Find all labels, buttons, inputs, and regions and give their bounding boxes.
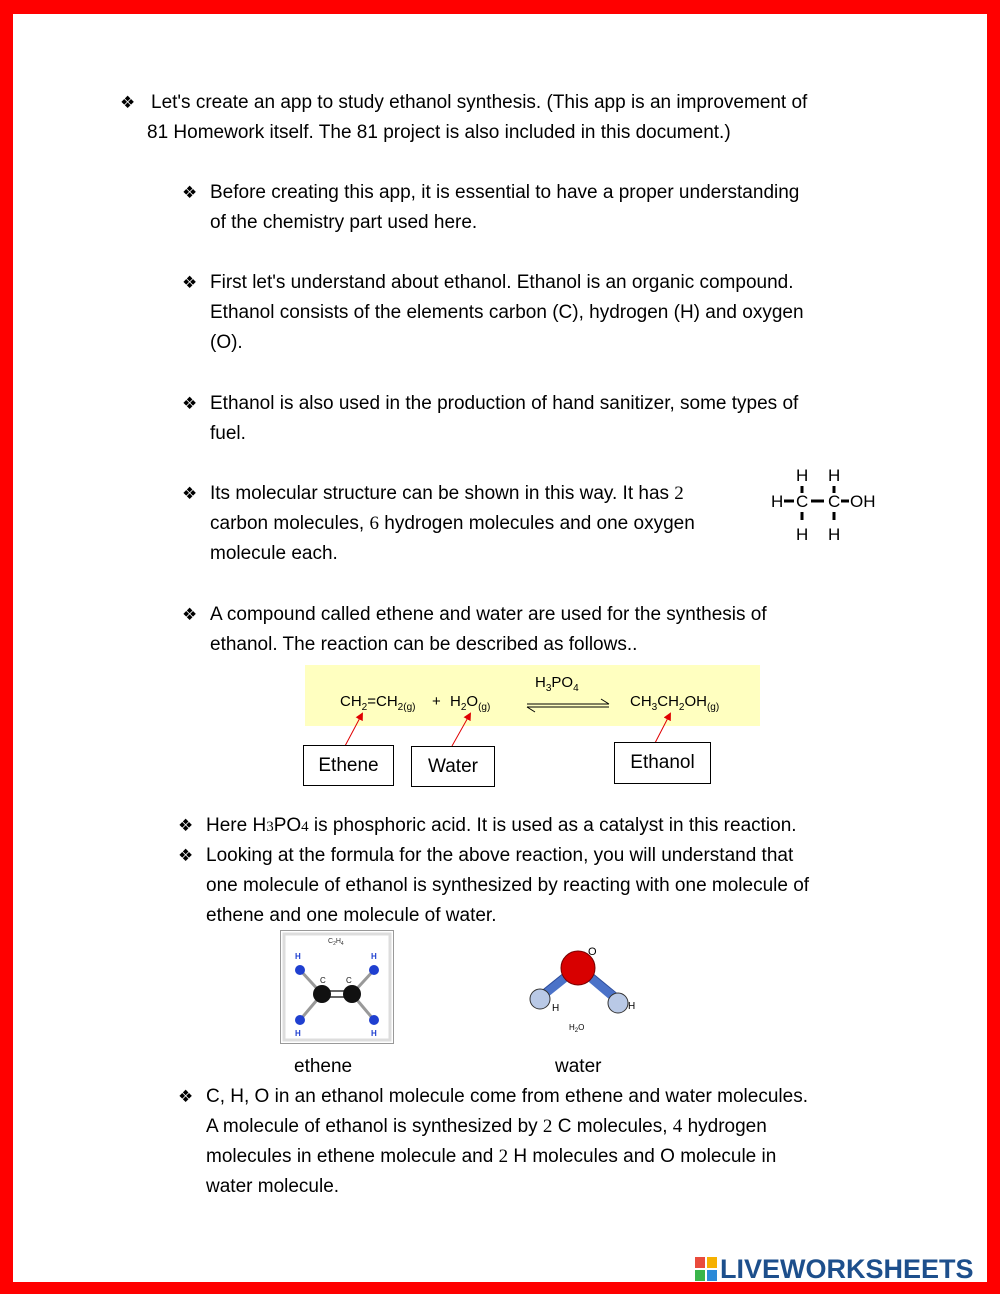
- bullet-6-line-2: ethanol. The reaction can be described as follows..: [210, 634, 638, 655]
- bullet-3-line-1: First let's understand about ethanol. Ethanol is an organic compound.: [210, 272, 794, 293]
- svg-text:H: H: [371, 1029, 377, 1038]
- svg-text:C: C: [828, 492, 841, 511]
- bullet-8-line-1: Looking at the formula for the above reaction, you will understand that: [206, 845, 794, 866]
- svg-text:C: C: [320, 976, 326, 985]
- ethanol-structure: [765, 462, 885, 546]
- svg-text:C: C: [796, 492, 809, 511]
- bullet-icon: ❖: [178, 846, 194, 866]
- bullet-2-line-1: Before creating this app, it is essential to have a proper understanding: [210, 182, 800, 203]
- ethene-model-image: [280, 930, 394, 1044]
- bullet-9-line-3: molecules in ethene molecule and 2 H molecules and O molecule in: [206, 1146, 777, 1167]
- reactant-ethene: $CH_2=CH_{2(g)}$: [340, 693, 416, 713]
- bullet-icon: ❖: [182, 183, 198, 203]
- bullet-3-line-2: Ethanol consists of the elements carbon (C), hydrogen (H) and oxygen: [210, 302, 804, 323]
- svg-text:H: H: [796, 466, 809, 485]
- liveworksheets-logo-text: LIVEWORKSHEETS: [720, 1253, 974, 1284]
- bullet-icon: ❖: [178, 816, 194, 836]
- bullet-8-line-3: ethene and one molecule of water.: [206, 905, 497, 926]
- bullet-4-line-2: fuel.: [210, 423, 246, 444]
- svg-text:H: H: [371, 952, 377, 961]
- bullet-icon: ❖: [182, 273, 198, 293]
- plus-sign: +: [432, 693, 441, 710]
- bullet-5-line-3: molecule each.: [210, 543, 338, 564]
- caption-water: water: [555, 1056, 602, 1077]
- bullet-6-line-1: A compound called ethene and water are used for the synthesis of: [210, 604, 767, 625]
- bullet-5-line-2: carbon molecules, 6 hydrogen molecules and one oxygen: [210, 513, 695, 534]
- svg-text:H2O: $H_2O$: [569, 1023, 585, 1034]
- bullet-icon: ❖: [178, 1087, 194, 1107]
- bullet-8-line-2: one molecule of ethanol is synthesized by reacting with one molecule of: [206, 875, 810, 896]
- svg-text:OH: OH: [850, 492, 876, 511]
- catalyst: $H_3PO_4$: [535, 674, 579, 694]
- svg-text:H: H: [771, 492, 784, 511]
- svg-text:H: H: [552, 1003, 560, 1014]
- reactant-water: $H_2O_{(g)}$: [450, 693, 491, 713]
- liveworksheets-logo-icon: [695, 1257, 717, 1281]
- product-ethanol: $CH_3CH_2OH_{(g)}$: [630, 693, 720, 713]
- bullet-1-line-2: 81 Homework itself. The 81 project is also included in this document.): [147, 122, 731, 143]
- bullet-4-line-1: Ethanol is also used in the production of hand sanitizer, some types of: [210, 393, 799, 414]
- svg-text:H: H: [828, 525, 841, 544]
- svg-text:C: C: [346, 976, 352, 985]
- label-ethanol: Ethanol: [614, 742, 711, 784]
- liveworksheets-logo: [695, 1254, 974, 1284]
- bullet-7: Here H3PO4 is phosphoric acid. It is used as a catalyst in this reaction.: [206, 815, 797, 836]
- bullet-5-line-1: Its molecular structure can be shown in this way. It has 2: [210, 483, 684, 504]
- bullet-2-line-2: of the chemistry part used here.: [210, 212, 478, 233]
- caption-ethene: ethene: [294, 1056, 353, 1077]
- label-ethene: Ethene: [303, 745, 394, 786]
- bullet-icon: ❖: [182, 605, 198, 625]
- bullet-9-line-1: C, H, O in an ethanol molecule come from ethene and water molecules.: [206, 1086, 808, 1107]
- svg-text:H: H: [828, 466, 841, 485]
- bullet-1-line-1: Let's create an app to study ethanol synthesis. (This app is an improvement of: [151, 92, 808, 113]
- bullet-icon: ❖: [182, 484, 198, 504]
- bullet-icon: ❖: [120, 93, 136, 113]
- bullet-3-line-3: (O).: [210, 332, 243, 353]
- bullet-icon: ❖: [182, 394, 198, 414]
- svg-text:H: H: [295, 1029, 301, 1038]
- bullet-9-line-4: water molecule.: [206, 1176, 340, 1197]
- label-water: Water: [411, 746, 495, 787]
- bullet-9-line-2: A molecule of ethanol is synthesized by 2 C molecules, 4 hydrogen: [206, 1116, 767, 1137]
- water-model-image: [520, 938, 650, 1038]
- svg-text:O: O: [588, 946, 597, 958]
- svg-text:C2H4: $C_2H_4$: [328, 938, 344, 947]
- svg-text:H: H: [628, 1001, 636, 1012]
- svg-text:H: H: [295, 952, 301, 961]
- svg-text:H: H: [796, 525, 809, 544]
